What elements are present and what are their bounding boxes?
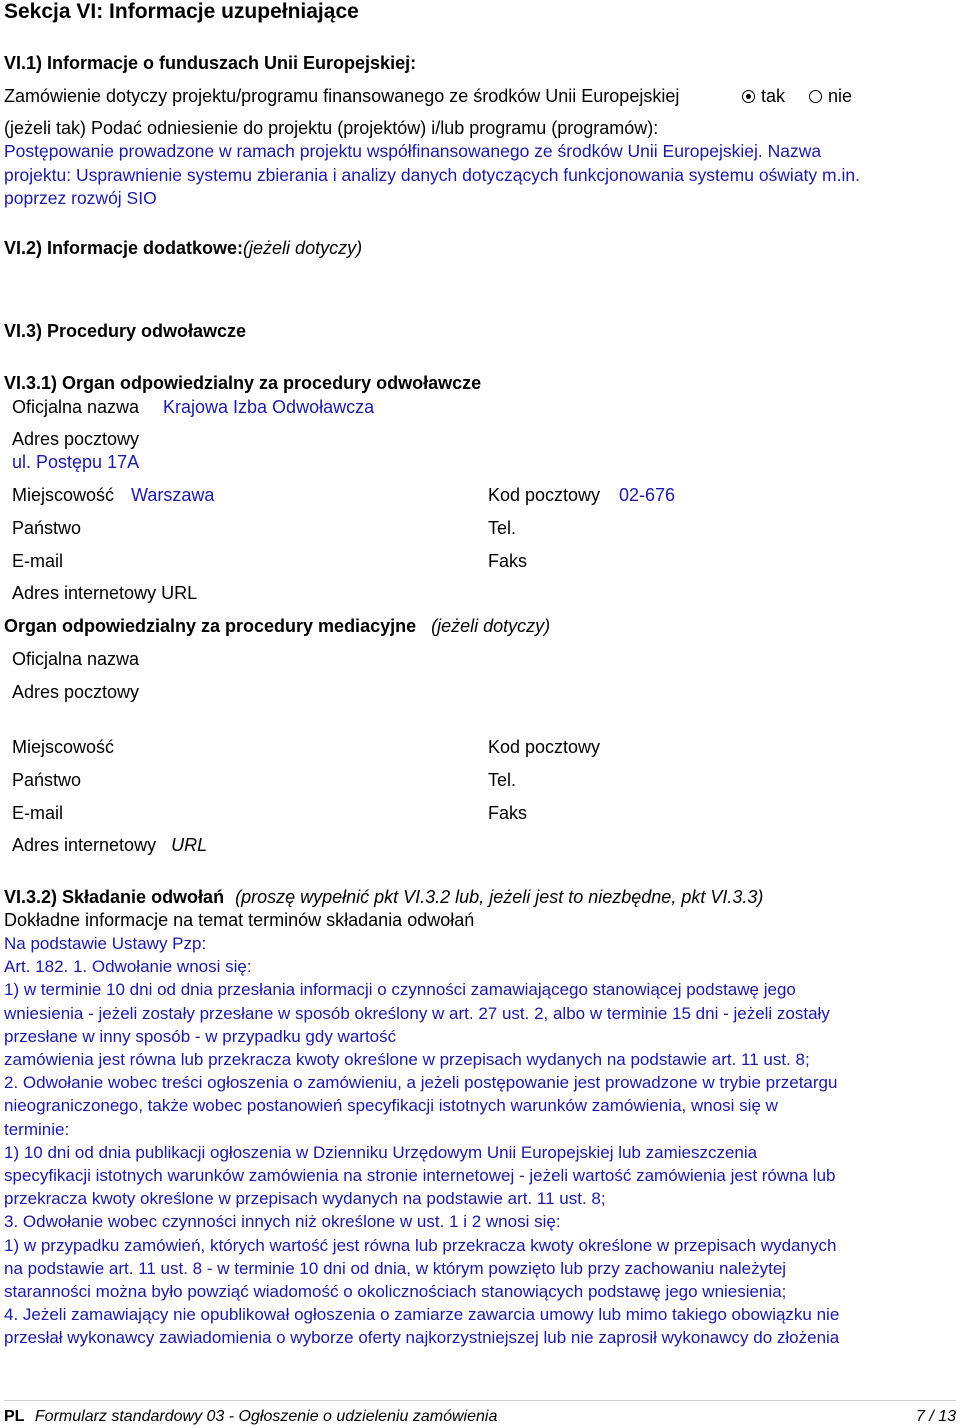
footer-lang: PL [4,1408,25,1425]
mediation-address-label: Adres pocztowy [12,682,140,702]
radio-empty-icon [809,90,822,103]
mediation-tel-label: Tel. [488,770,517,790]
mediation-email-label: E-mail [12,803,64,823]
organ-name-label: Oficjalna nazwa [12,397,140,417]
mediation-name-label: Oficjalna nazwa [12,649,140,669]
eu-funds-radio-group [742,86,852,107]
organ-fax-label: Faks [488,551,528,571]
text-line: wniesienia - jeżeli zostały przesłane w sposób określony w art. 27 ust. 2, albo w terminie 15 dni - jeżeli zostały [4,1003,830,1023]
mediation-note: (jeżeli dotyczy) [431,616,551,636]
eu-funds-question: Zamówienie dotyczy projektu/programu finansowanego ze środków Unii Europejskiej [4,86,680,106]
mediation-postcode-label: Kod pocztowy [488,737,601,757]
organ-city-value: Warszawa [131,485,215,505]
organ-postcode-value: 02-676 [619,485,676,505]
mediation-heading-text: Organ odpowiedzialny za procedury mediacyjne [4,616,417,636]
organ-address-label: Adres pocztowy [12,429,140,449]
vi32-heading [4,887,763,908]
text-line: projektu: Usprawnienie systemu zbierania i analizy danych dotyczących funkcjonowania systemu oświaty m.in. [4,164,860,185]
page-footer [4,1408,956,1428]
text-line: 4. Jeżeli zamawiający nie opublikował ogłoszenia o zamiarze zawarcia umowy lub mimo takiego obowiązku nie [4,1305,840,1325]
text-line: poprzez rozwój SIO [4,188,157,208]
text-line: 3. Odwołanie wobec czynności innych niż określone w ust. 1 i 2 wnosi się: [4,1212,561,1232]
text-line: zamówienia jest równa lub przekracza kwoty określone w przepisach wydanych na podstawie art. 11 ust. 8; [4,1050,810,1070]
text-line: 1) 10 dni od dnia publikacji ogłoszenia w Dzienniku Urzędowym Unii Europejskiej lub zamieszczenia [4,1142,758,1162]
vi3-heading: VI.3) Procedury odwoławcze [4,321,247,341]
text-line: Art. 182. 1. Odwołanie wnosi się: [4,957,252,977]
mediation-heading [4,616,550,637]
vi2-heading-text: VI.2) Informacje dodatkowe: [4,238,244,258]
radio-no[interactable] [809,86,852,106]
text-line: przekracza kwoty określone w przepisach wydanych na podstawie art. 11 ust. 8; [4,1189,606,1209]
organ-url-label: Adres internetowy URL [12,583,198,603]
organ-postcode-label: Kod pocztowy [488,485,601,505]
organ-address-value: ul. Postępu 17A [12,452,140,472]
text-line: 1) w terminie 10 dni od dnia przesłania informacji o czynności zamawiającego stanowiącej podstawę jego [4,980,796,1000]
vi1-heading: VI.1) Informacje o funduszach Unii Europejskiej: [4,53,417,73]
eu-reference-label: (jeżeli tak) Podać odniesienie do projektu (projektów) i/lub programu (programów): [4,118,659,138]
appeals-text [4,932,956,1350]
text-line: przesłał wykonawcy zawiadomienia o wyborze oferty najkorzystniejszej lub nie zaprosił wykonawcy do złożenia [4,1328,840,1348]
vi2-note: (jeżeli dotyczy) [243,238,363,258]
radio-yes[interactable] [742,86,785,106]
organ-country-label: Państwo [12,518,82,538]
mediation-url-label-text: Adres internetowy [12,835,157,855]
vi32-heading-text: VI.3.2) Składanie odwołań [4,887,225,907]
organ-email-label: E-mail [12,551,64,571]
text-line: 2. Odwołanie wobec treści ogłoszenia o zamówieniu, a jeżeli postępowanie jest prowadzone w trybie przetargu [4,1073,838,1093]
radio-selected-icon [742,90,755,103]
mediation-url-label [12,835,207,856]
mediation-fax-label: Faks [488,803,528,823]
vi32-subheading: Dokładne informacje na temat terminów składania odwołań [4,910,475,930]
footer-page-number: 7 / 13 [915,1408,956,1425]
text-line: na podstawie art. 11 ust. 8 - w terminie 10 dni od dnia, w którym powzięto lub przy zachowaniu należytej [4,1258,787,1278]
text-line: terminie: [4,1119,70,1139]
text-line: staranności można było powziąć wiadomość o okolicznościach stanowiących podstawę jego wniesienia; [4,1282,787,1302]
radio-no-label: nie [828,86,853,106]
text-line: przesłane w inny sposób - w przypadku gdy wartość [4,1026,397,1046]
vi31-heading: VI.3.1) Organ odpowiedzialny za procedury odwoławcze [4,373,482,393]
mediation-url-suffix: URL [171,835,208,855]
footer-form-name: Formularz standardowy 03 - Ogłoszenie o udzieleniu zamówienia [34,1408,498,1425]
vi32-note: (proszę wypełnić pkt VI.3.2 lub, jeżeli jest to niezbędne, pkt VI.3.3) [235,887,764,907]
text-line: Na podstawie Ustawy Pzp: [4,934,207,953]
organ-city-label: Miejscowość [12,485,115,505]
vi2-heading [4,238,362,259]
text-line: specyfikacji istotnych warunków zamówienia na stronie internetowej - jeżeli wartość zamówienia jest równa lub [4,1166,836,1186]
text-line: nieograniczonego, także wobec postanowień specyfikacji istotnych warunków zamówienia, wnosi się w [4,1096,778,1116]
radio-yes-label: tak [761,86,786,106]
section-title: Sekcja VI: Informacje uzupełniające [4,0,359,23]
organ-name-value: Krajowa Izba Odwoławcza [163,397,375,417]
mediation-country-label: Państwo [12,770,82,790]
footer-divider [4,1400,956,1401]
organ-tel-label: Tel. [488,518,517,538]
text-line: Postępowanie prowadzone w ramach projektu współfinansowanego ze środków Unii Europejskiej. Nazwa [4,141,822,161]
text-line: 1) w przypadku zamówień, których wartość jest równa lub przekracza kwoty określone w przepisach wydanych [4,1235,837,1255]
eu-reference-value [4,140,956,211]
mediation-city-label: Miejscowość [12,737,115,757]
